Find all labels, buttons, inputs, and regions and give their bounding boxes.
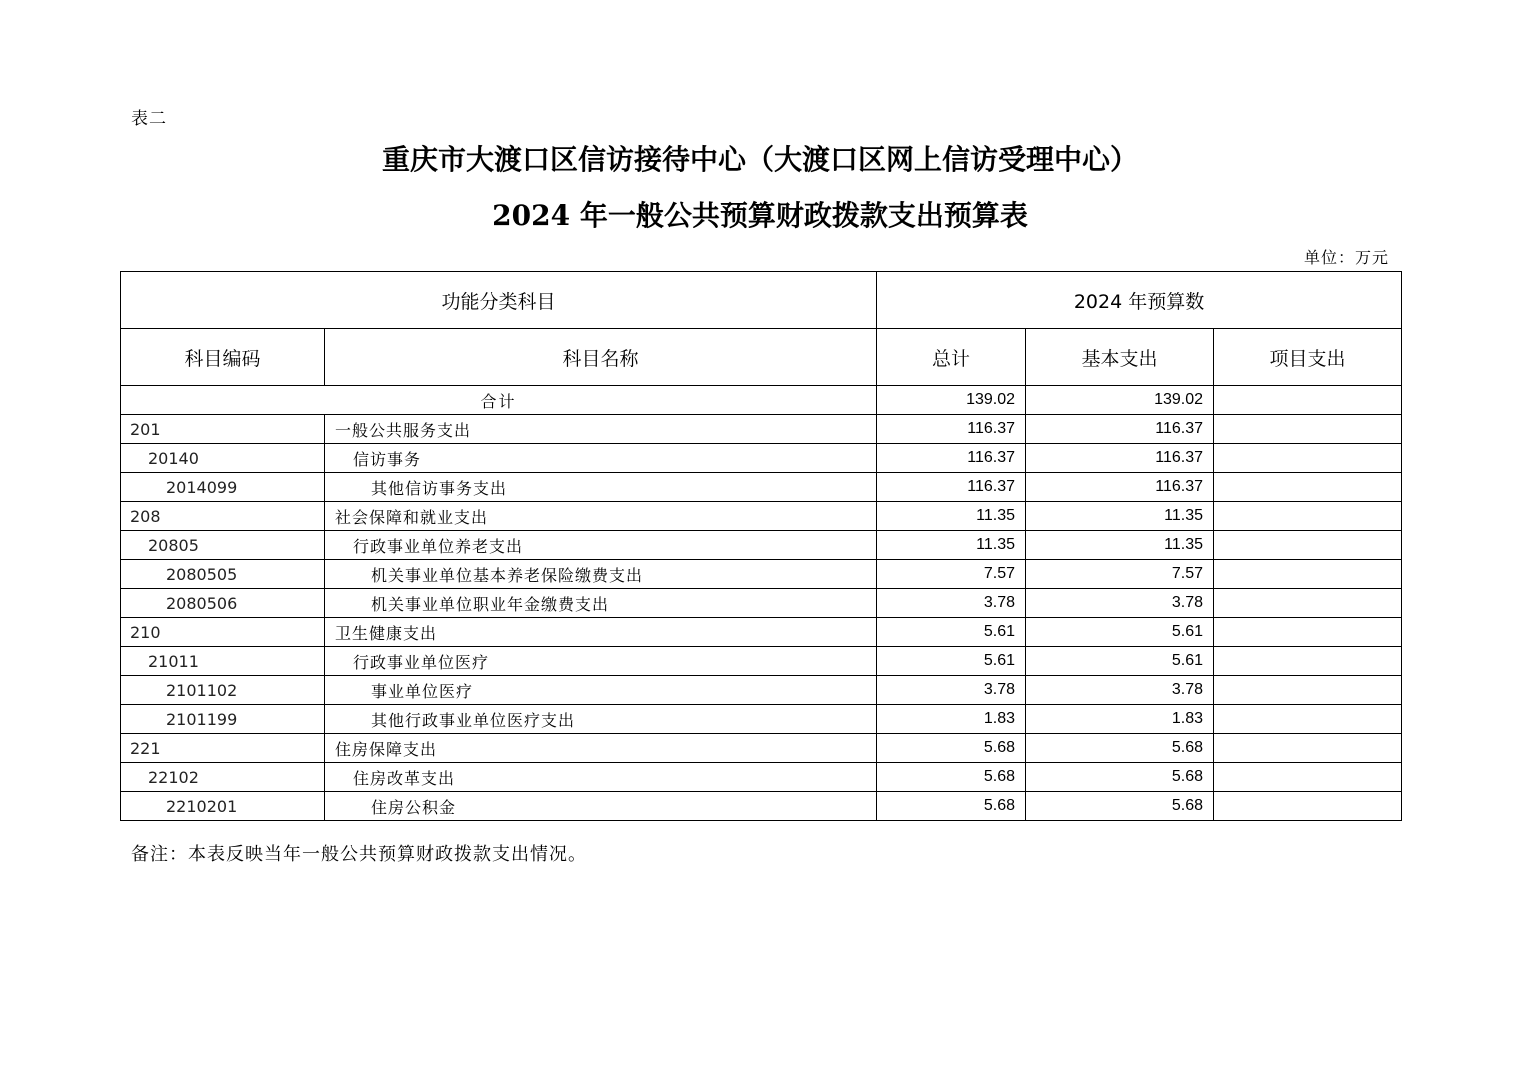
page-title: 重庆市大渡口区信访接待中心（大渡口区网上信访受理中心） [381,143,1138,176]
table-row [121,705,1402,734]
cell-basic: 7.57 [1026,560,1214,589]
cell-total: 116.37 [877,415,1026,444]
cell-code: 210 [121,618,325,647]
cell-name: 住房公积金 [325,792,877,821]
total-total: 139.02 [877,386,1026,415]
table-row [121,647,1402,676]
table-row [121,792,1402,821]
table-row [121,734,1402,763]
cell-code: 20805 [121,531,325,560]
cell-basic: 116.37 [1026,473,1214,502]
cell-name: 机关事业单位基本养老保险缴费支出 [325,560,877,589]
cell-project [1214,531,1402,560]
cell-name: 信访事务 [325,444,877,473]
table-row [121,502,1402,531]
cell-project [1214,792,1402,821]
cell-basic: 5.68 [1026,734,1214,763]
page-subtitle: 2024 年一般公共预算财政拨款支出预算表 [492,199,1028,232]
cell-project [1214,618,1402,647]
cell-basic: 1.83 [1026,705,1214,734]
footnote: 备注：本表反映当年一般公共预算财政拨款支出情况。 [131,844,587,865]
cell-basic: 11.35 [1026,502,1214,531]
cell-name: 其他行政事业单位医疗支出 [325,705,877,734]
cell-name: 一般公共服务支出 [325,415,877,444]
cell-total: 5.68 [877,763,1026,792]
table-row [121,473,1402,502]
cell-total: 3.78 [877,589,1026,618]
cell-total: 5.61 [877,647,1026,676]
cell-total: 11.35 [877,502,1026,531]
table-row [121,560,1402,589]
cell-project [1214,560,1402,589]
cell-total: 116.37 [877,444,1026,473]
cell-name: 机关事业单位职业年金缴费支出 [325,589,877,618]
cell-total: 11.35 [877,531,1026,560]
cell-code: 2014099 [121,473,325,502]
cell-project [1214,676,1402,705]
header-total: 总计 [877,329,1026,386]
cell-total: 1.83 [877,705,1026,734]
cell-project [1214,705,1402,734]
cell-code: 208 [121,502,325,531]
cell-name: 行政事业单位医疗 [325,647,877,676]
cell-project [1214,734,1402,763]
cell-project [1214,415,1402,444]
cell-name: 社会保障和就业支出 [325,502,877,531]
header-basic: 基本支出 [1026,329,1214,386]
total-basic: 139.02 [1026,386,1214,415]
cell-basic: 11.35 [1026,531,1214,560]
table-number: 表二 [131,109,167,129]
table-row [121,763,1402,792]
header-code: 科目编码 [121,329,325,386]
cell-code: 20140 [121,444,325,473]
cell-project [1214,589,1402,618]
cell-code: 2080506 [121,589,325,618]
cell-code: 2101199 [121,705,325,734]
cell-total: 116.37 [877,473,1026,502]
cell-code: 21011 [121,647,325,676]
cell-code: 2080505 [121,560,325,589]
table-row [121,589,1402,618]
cell-code: 22102 [121,763,325,792]
cell-code: 2210201 [121,792,325,821]
total-label: 合计 [121,386,877,415]
cell-total: 3.78 [877,676,1026,705]
header-project: 项目支出 [1214,329,1402,386]
cell-total: 7.57 [877,560,1026,589]
cell-basic: 5.68 [1026,792,1214,821]
cell-code: 221 [121,734,325,763]
budget-table [120,271,1402,821]
cell-project [1214,473,1402,502]
cell-project [1214,444,1402,473]
cell-basic: 5.68 [1026,763,1214,792]
cell-basic: 3.78 [1026,589,1214,618]
cell-project [1214,763,1402,792]
header-budget-year: 2024 年预算数 [877,272,1402,329]
table-row [121,531,1402,560]
cell-name: 卫生健康支出 [325,618,877,647]
cell-name: 住房保障支出 [325,734,877,763]
cell-project [1214,647,1402,676]
cell-basic: 5.61 [1026,647,1214,676]
cell-name: 住房改革支出 [325,763,877,792]
cell-name: 行政事业单位养老支出 [325,531,877,560]
header-name: 科目名称 [325,329,877,386]
cell-project [1214,502,1402,531]
table-row [121,676,1402,705]
cell-name: 其他信访事务支出 [325,473,877,502]
cell-total: 5.61 [877,618,1026,647]
cell-total: 5.68 [877,792,1026,821]
cell-basic: 5.61 [1026,618,1214,647]
cell-code: 2101102 [121,676,325,705]
cell-total: 5.68 [877,734,1026,763]
table-body [121,386,1402,821]
cell-basic: 116.37 [1026,415,1214,444]
cell-code: 201 [121,415,325,444]
cell-basic: 116.37 [1026,444,1214,473]
table-row [121,618,1402,647]
total-project [1214,386,1402,415]
table-row [121,444,1402,473]
header-function-category: 功能分类科目 [121,272,877,329]
cell-basic: 3.78 [1026,676,1214,705]
unit-label: 单位：万元 [1303,248,1389,267]
total-row [121,386,1402,415]
table-row [121,415,1402,444]
cell-name: 事业单位医疗 [325,676,877,705]
